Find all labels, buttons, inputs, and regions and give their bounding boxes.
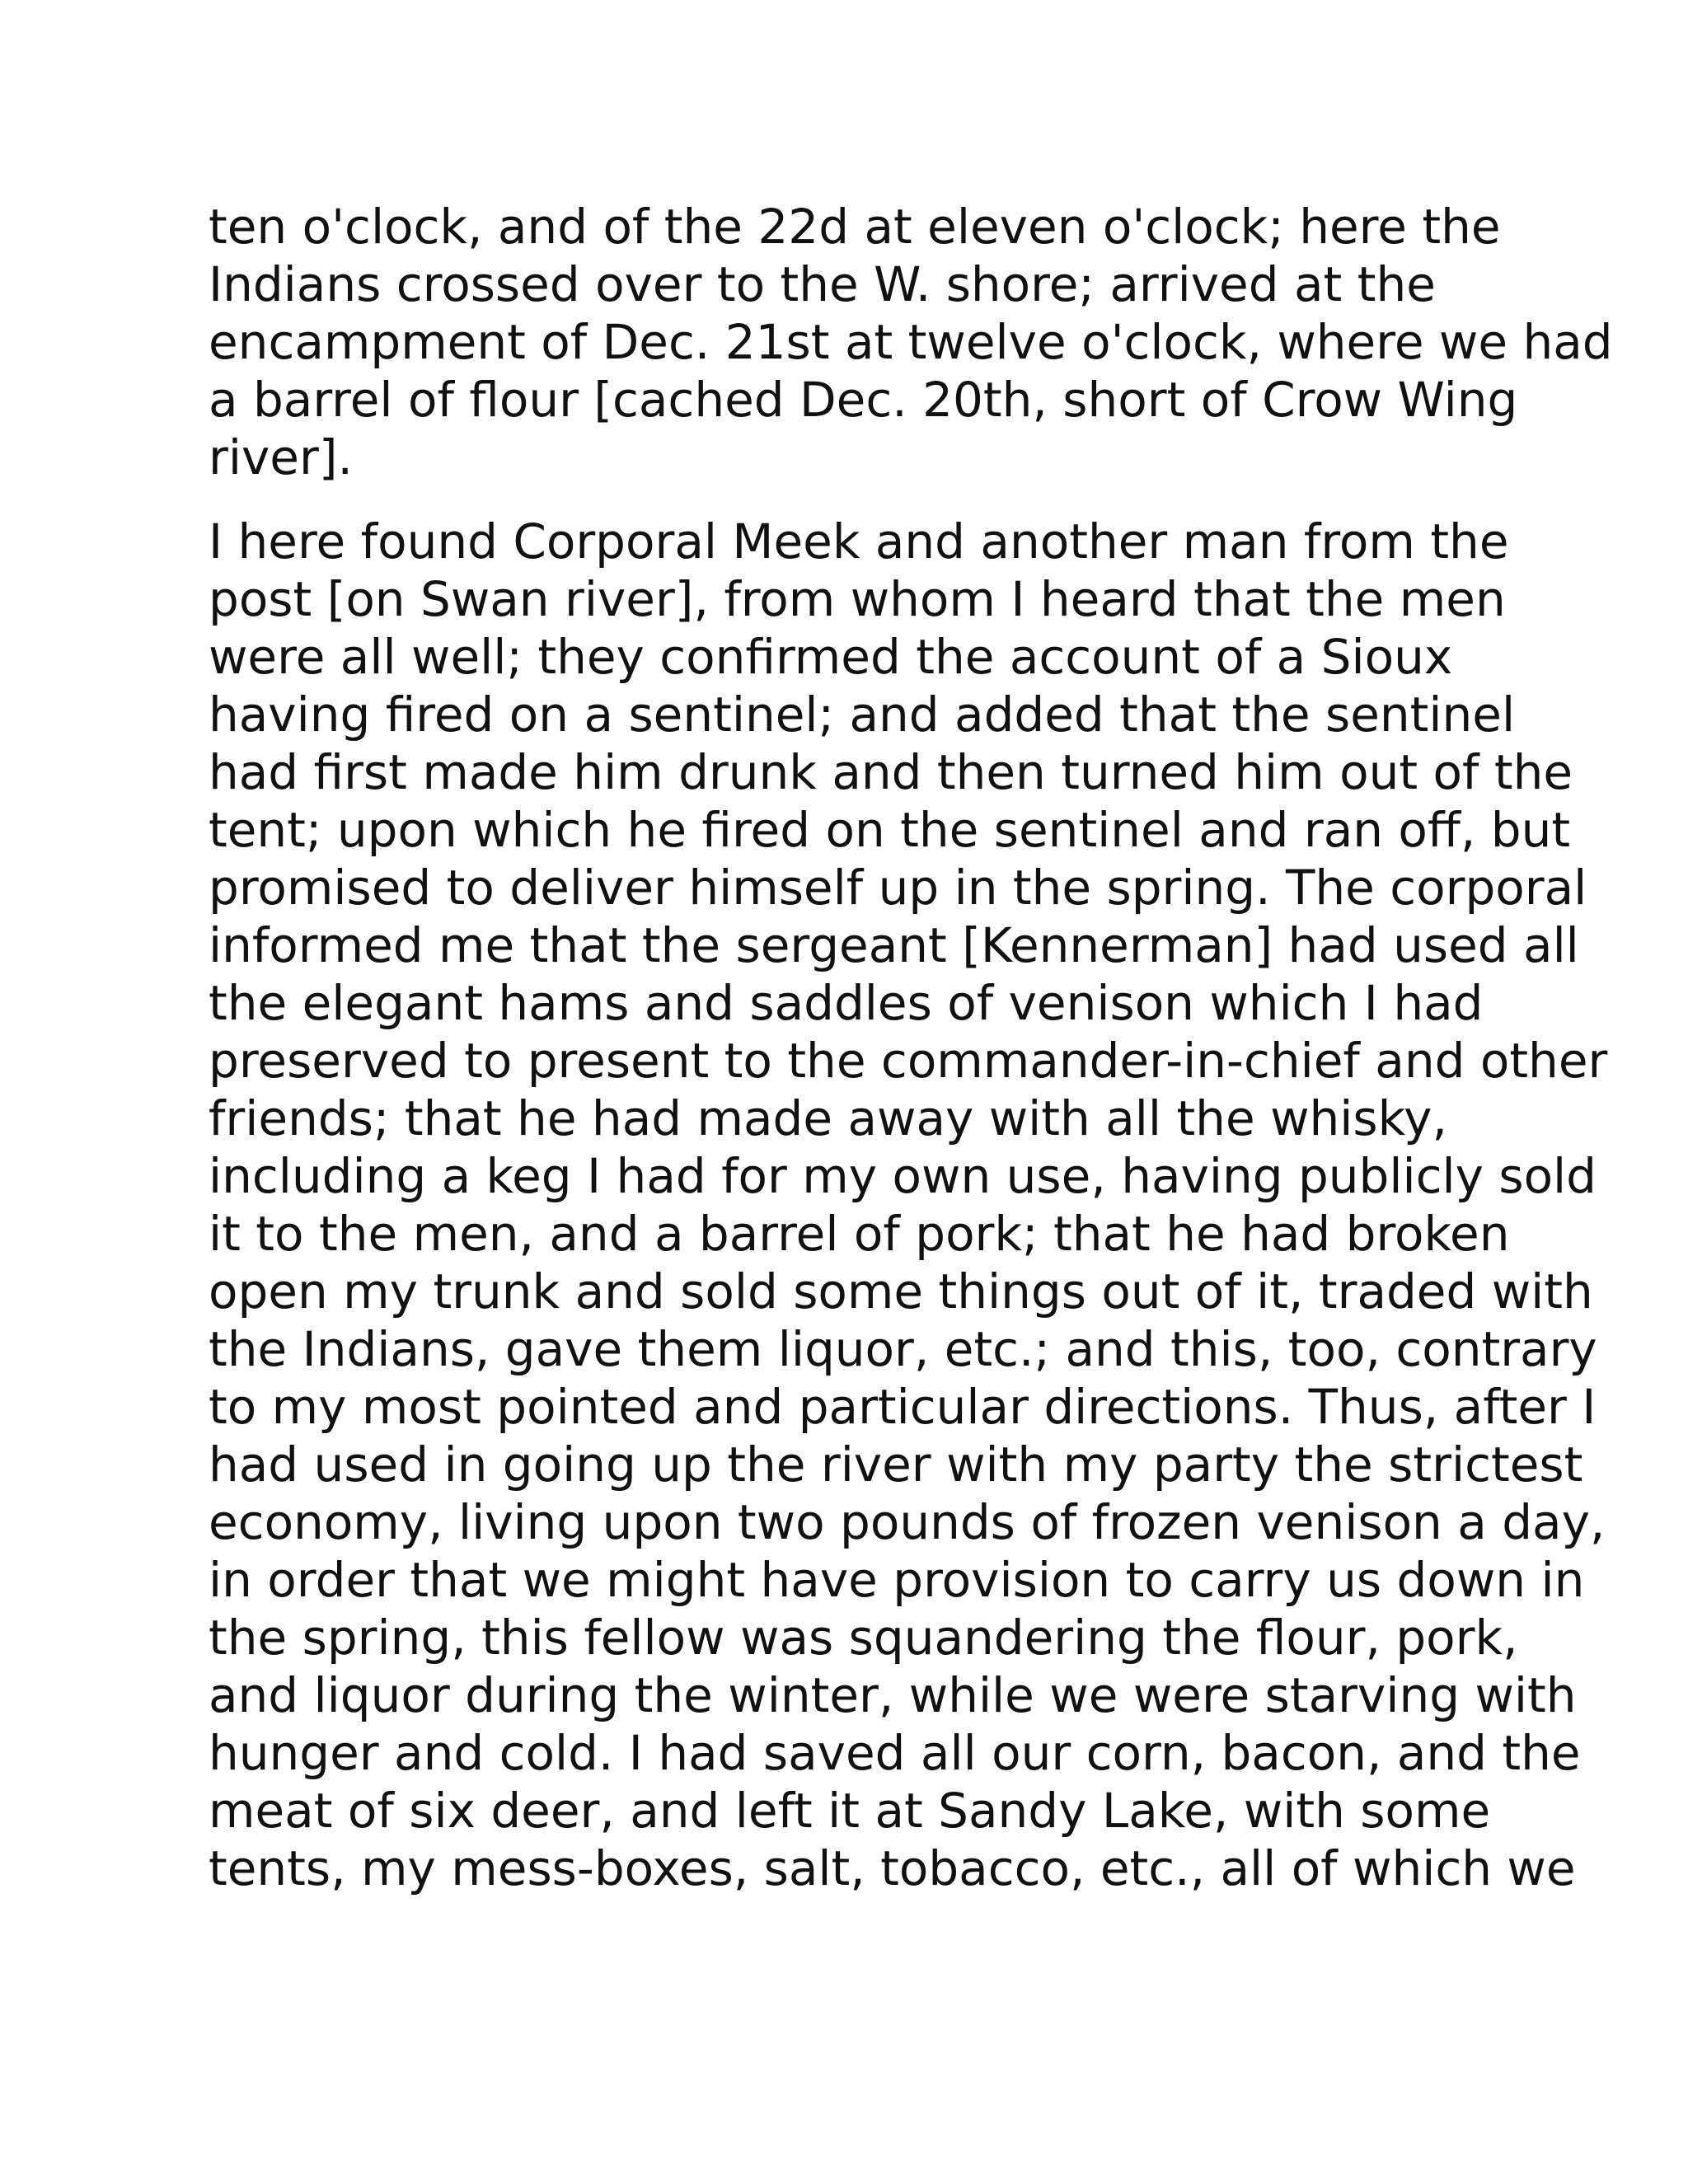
body-text [209, 198, 1613, 1897]
text-line: friends; that he had made away with all the whisky, [209, 1090, 1447, 1146]
text-line: and liquor during the winter, while we were starving with [209, 1667, 1577, 1723]
text-line: encampment of Dec. 21st at twelve o'clock, where we had [209, 314, 1613, 370]
text-line: Indians crossed over to the W. shore; arrived at the [209, 256, 1436, 312]
text-line: the spring, this fellow was squandering the flour, pork, [209, 1610, 1518, 1666]
text-line: tent; upon which he fired on the sentinel and ran off, but [209, 802, 1571, 858]
text-line: informed me that the sergeant [Kennerman] had used all [209, 917, 1579, 973]
text-line: meat of six deer, and left it at Sandy Lake, with some [209, 1783, 1491, 1839]
text-line: open my trunk and sold some things out of it, traded with [209, 1263, 1593, 1319]
text-line: were all well; they confirmed the account of a Sioux [209, 629, 1453, 685]
text-line: economy, living upon two pounds of frozen venison a day, [209, 1494, 1606, 1550]
text-line: to my most pointed and particular directions. Thus, after I [209, 1379, 1597, 1435]
paragraph-1 [209, 198, 1613, 486]
text-line: the Indians, gave them liquor, etc.; and this, too, contrary [209, 1321, 1597, 1377]
text-line: ten o'clock, and of the 22d at eleven o'clock; here the [209, 199, 1501, 255]
text-line: in order that we might have provision to carry us down in [209, 1552, 1585, 1608]
text-line: had used in going up the river with my party the strictest [209, 1436, 1583, 1493]
text-line: the elegant hams and saddles of venison which I had [209, 975, 1484, 1031]
text-line: hunger and cold. I had saved all our corn, bacon, and the [209, 1725, 1581, 1781]
text-line: having fired on a sentinel; and added that the sentinel [209, 687, 1516, 743]
text-line: including a keg I had for my own use, having publicly sold [209, 1148, 1597, 1204]
text-line: had first made him drunk and then turned him out of the [209, 744, 1573, 800]
text-line: preserved to present to the commander-in-chief and other [209, 1033, 1608, 1089]
text-line: tents, my mess-boxes, salt, tobacco, etc., all of which we [209, 1840, 1576, 1896]
text-line: river]. [209, 429, 353, 485]
text-line: a barrel of flour [cached Dec. 20th, short of Crow Wing [209, 372, 1518, 428]
text-line: promised to deliver himself up in the spring. The corporal [209, 860, 1587, 916]
paragraph-2 [209, 513, 1608, 1897]
text-line: it to the men, and a barrel of pork; that he had broken [209, 1206, 1510, 1262]
text-line: I here found Corporal Meek and another man from the [209, 513, 1509, 569]
text-line: post [on Swan river], from whom I heard that the men [209, 571, 1506, 627]
